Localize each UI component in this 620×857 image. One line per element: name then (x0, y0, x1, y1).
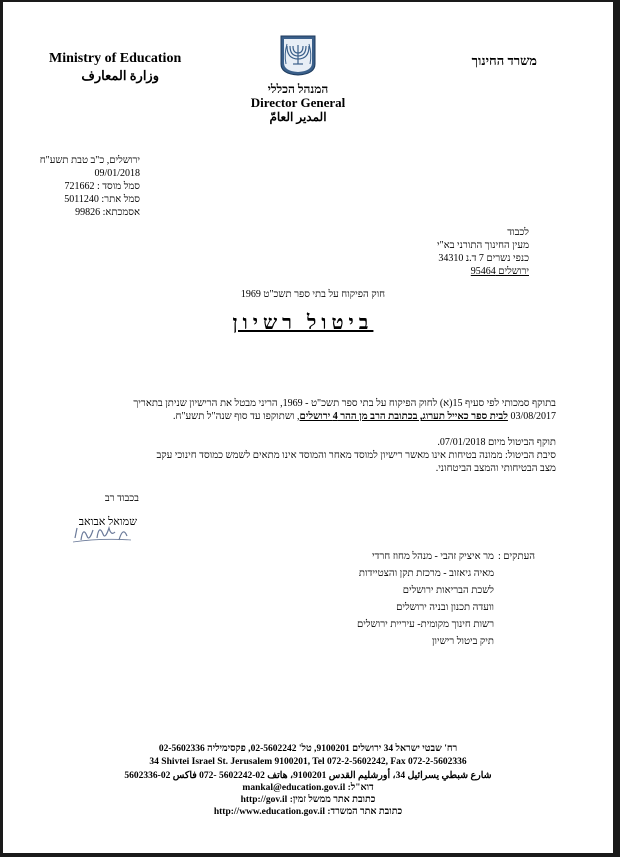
copies-item: תיק ביטול רישיון (431, 636, 494, 647)
body-paragraph-1-line-2 (173, 411, 556, 422)
letter-page (3, 2, 613, 853)
document-title: ביטול רשיון (232, 312, 374, 334)
header-dg-he: המנהל הכללי (267, 82, 329, 96)
footer-gov-url[interactable]: http://gov.il (240, 795, 288, 805)
license-date: 03/08/2017 (510, 411, 556, 422)
copies-label: העתקים : (497, 551, 535, 562)
footer-address-ar: شارع شبطي يسرائيل 34، أورشليم القدس 9100201، هاتف 02-5602242 -072 فاكس 02-5602336 (124, 771, 492, 781)
copies-item: לשכת הבריאות ירושלים (402, 585, 494, 596)
footer-gov-site (63, 795, 553, 805)
school-name-address: לבית ספר כאייל תערוג, בכתובת הרב מן ההר 4 ירושלים (299, 411, 508, 422)
footer-address-he: רח' שבטי ישראל 34 ירושלים 9100201, טל' 02-5602242, פקסימיליה 02-5602336 (158, 744, 458, 754)
body-reason-line-2: מצב הבטיחותי והמצב הביטחוני. (435, 463, 556, 474)
footer-email-label: דוא"ל: (347, 783, 374, 793)
footer-email-value[interactable]: mankal@education.gov.il (242, 783, 346, 793)
law-reference: חוק הפיקוח על בתי ספר תשכ"ט 1969 (240, 289, 386, 300)
recipient-salutation: לכבוד (507, 227, 529, 238)
state-emblem-icon (278, 34, 318, 76)
header-dg-ar: المدير العامّ (269, 110, 327, 124)
recipient-city: ירושלים 95464 (470, 266, 529, 277)
copies-item: מר איציק זהבי - מנהל מחוז חרדי (371, 551, 494, 562)
signatory-name: שמואל אבואב (78, 516, 137, 528)
header-ministry-en: Ministry of Education (49, 51, 182, 66)
copies-item: מאיה גיאזוב - מרכזת תקן והצטיידות (358, 568, 494, 579)
body-effective-date: תוקף הביטול מיום 07/01/2018. (437, 437, 556, 448)
meta-date-hebrew: ירושלים, כ"ב טבת תשע"ח (39, 155, 140, 166)
footer-ministry-site (63, 807, 553, 817)
header-dg-en: Director General (250, 95, 346, 110)
body-reason-line-1: סיבת הביטול: ממונה בטיחות אינו מאשר רישיון למוסד מאחר והמוסד אינו מתאים לשמש כמוסד חינוכי עקב (156, 450, 556, 461)
recipient-address: כנפי נשרים 7 ד.נ 34310 (438, 253, 529, 264)
meta-institution-code: סמל מוסד : 721662 (64, 181, 140, 192)
footer-gov-label: כתובת אתר ממשל זמין: (289, 795, 376, 805)
license-validity: , ושתוקפו עד סוף שנה"ל תשע"ח. (173, 411, 300, 422)
body-paragraph-1-line-1: בתוקף סמכותי לפי סעיף 15(א) לחוק הפיקוח על בתי ספר תשכ"ט - 1969, הריני מבטל את הרישיון שניתן בתאריך (133, 398, 556, 409)
header-ministry-he: משרד החינוך (471, 53, 537, 68)
footer-ministry-label: כתובת אתר המשרד: (327, 807, 403, 817)
copies-item: רשות חינוך מקומית- עיריית ירושלים (357, 619, 494, 630)
handwritten-signature (71, 518, 133, 546)
copies-item: וועדה תכנון ובניה ירושלים (396, 602, 494, 613)
meta-reference: אסמכתא: 99826 (75, 207, 140, 218)
footer-ministry-url[interactable]: http://www.education.gov.il (213, 807, 325, 817)
meta-date: 09/01/2018 (94, 168, 140, 179)
footer-address-en: 34 Shivtei Israel St. Jerusalem 9100201, Tel 072-2-5602242, Fax 072-2-5602336 (149, 757, 467, 767)
closing: בכבוד רב (104, 493, 139, 504)
meta-site-code: סמל אתר: 5011240 (64, 194, 140, 205)
header-ministry-ar: وزارة المعارف (81, 68, 159, 83)
recipient-name: מעין החינוך התורני בא"י (437, 240, 529, 251)
footer-email (63, 783, 553, 793)
